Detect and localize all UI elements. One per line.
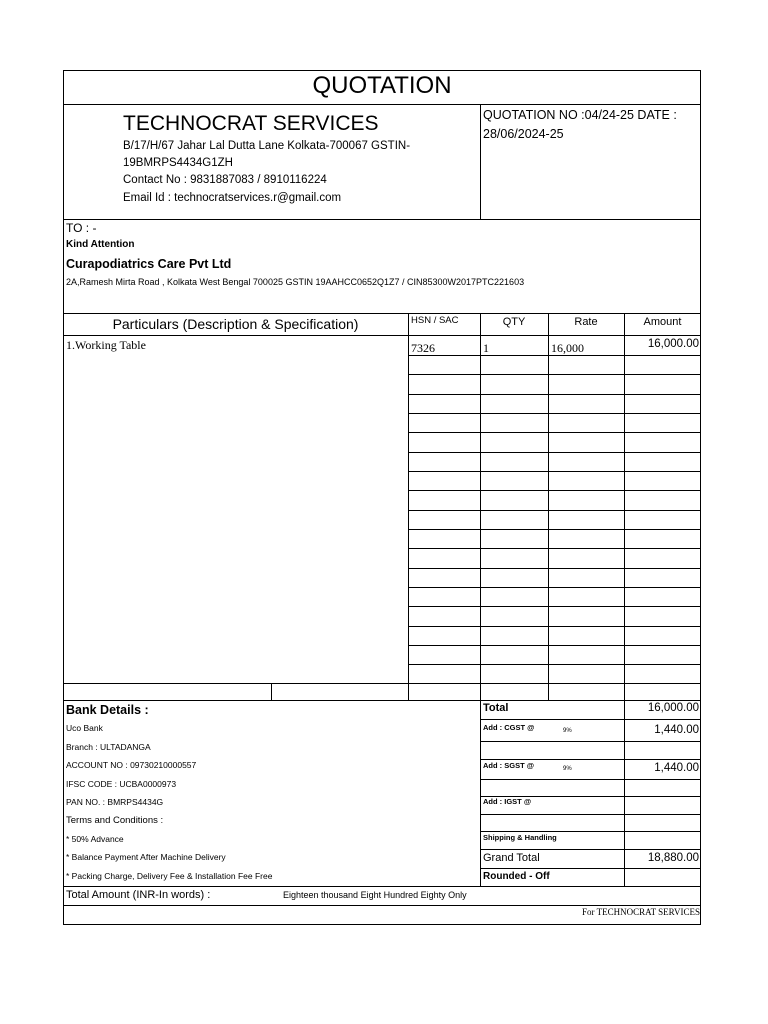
total-label: Total (483, 702, 509, 714)
grand-total-value: 18,880.00 (647, 852, 699, 864)
row-description: 1.Working Table (66, 338, 146, 352)
header-particulars: Particulars (Description & Specification) (112, 316, 359, 332)
row-qty: 1 (483, 341, 489, 355)
recipient-address: 2A,Ramesh Mirta Road , Kolkata West Bengal 700025 GSTIN 19AAHCC0652Q1Z7 / CIN85300W2017PTC221603 (66, 277, 525, 287)
term-item: * 50% Advance (66, 834, 124, 844)
bank-branch: Branch : ULTADANGA (66, 742, 151, 752)
cgst-value: 1,440.00 (654, 724, 699, 736)
bank-name: Uco Bank (66, 723, 103, 733)
bank-heading: Bank Details : (66, 703, 149, 717)
total-value: 16,000.00 (647, 702, 699, 714)
company-name: TECHNOCRAT SERVICES (123, 112, 379, 135)
row-rate: 16,000 (551, 341, 584, 355)
quotation-date: 28/06/2024-25 (483, 127, 564, 141)
company-address-line1: B/17/H/67 Jahar Lal Dutta Lane Kolkata-700067 GSTIN- (123, 140, 411, 152)
header-qty: QTY (502, 316, 526, 328)
header-amount: Amount (643, 316, 682, 328)
terms-heading: Terms and Conditions : (66, 815, 164, 826)
amount-in-words-label: Total Amount (INR-In words) : (66, 889, 211, 901)
header-rate: Rate (574, 316, 598, 328)
grand-total-label: Grand Total (483, 852, 540, 864)
sgst-value: 1,440.00 (654, 762, 699, 774)
row-hsn: 7326 (411, 341, 435, 355)
term-item: * Packing Charge, Delivery Fee & Installation Fee Free (66, 871, 273, 881)
bank-ifsc: IFSC CODE : UCBA0000973 (66, 779, 177, 789)
page-title: QUOTATION (312, 72, 452, 99)
igst-label: Add : IGST @ (483, 797, 532, 806)
cgst-percent: 9% (563, 728, 572, 734)
company-contact: Contact No : 9831887083 / 8910116224 (123, 174, 327, 186)
to-label: TO : - (66, 221, 97, 235)
amount-in-words-value: Eighteen thousand Eight Hundred Eighty Only (283, 890, 467, 900)
row-amount: 16,000.00 (647, 338, 699, 350)
header-hsn: HSN / SAC (411, 315, 459, 326)
sgst-percent: 9% (563, 766, 572, 772)
quotation-number: QUOTATION NO :04/24-25 DATE : (483, 108, 677, 122)
shipping-label: Shipping & Handling (483, 833, 557, 842)
sgst-label: Add : SGST @ (483, 761, 535, 770)
recipient-name: Curapodiatrics Care Pvt Ltd (66, 257, 232, 271)
cgst-label: Add : CGST @ (483, 723, 535, 732)
kind-attention: Kind Attention (66, 239, 135, 250)
signature-line: For TECHNOCRAT SERVICES (582, 907, 700, 917)
bank-account: ACCOUNT NO : 09730210000557 (66, 760, 197, 770)
company-email: Email Id : technocratservices.r@gmail.com (123, 192, 342, 204)
company-address-line2: 19BMRPS4434G1ZH (123, 157, 233, 169)
bank-pan: PAN NO. : BMRPS4434G (66, 797, 164, 807)
term-item: * Balance Payment After Machine Delivery (66, 852, 226, 862)
rounded-off-label: Rounded - Off (483, 871, 550, 882)
